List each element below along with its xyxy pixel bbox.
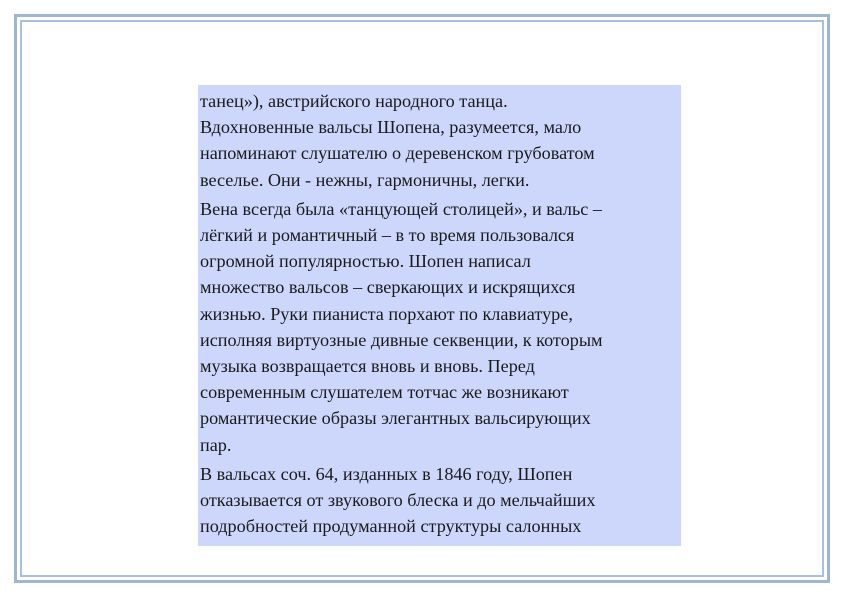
text-line: исполняя виртуозные дивные секвенции, к которым [200,329,603,350]
text-line: лёгкий и романтичный – в то время пользовался [200,225,575,246]
text-line: отказывается от звукового блеска и до мельчайших [200,490,596,511]
text-line: множество вальсов – сверкающих и искрящихся [200,277,576,298]
text-line: веселье. Они - нежны, гармоничны, легки. [200,169,530,190]
paragraph-2 [200,196,681,458]
text-line: огромной популярностью. Шопен написал [200,251,531,272]
text-box [198,85,681,546]
text-line: Вдохновенные вальсы Шопена, разумеется, мало [200,117,582,138]
text-line: жизнью. Руки пианиста порхают по клавиатуре, [200,303,573,324]
text-line: романтические образы элегантных вальсирующих [200,408,591,429]
text-line: напоминают слушателю о деревенском грубоватом [200,143,595,164]
text-line: пар. [200,434,232,455]
text-line: подробностей продуманной структуры салонных [200,516,582,537]
text-line: танец»), австрийского народного танца. [200,91,508,111]
text-line: В вальсах соч. 64, изданных в 1846 году, Шопен [200,463,573,484]
text-line: современным слушателем тотчас же возникают [200,382,569,403]
text-line: музыка возвращается вновь и вновь. Перед [200,356,535,377]
text-line: Вена всегда была «танцующей столицей», и вальс – [200,198,602,219]
paragraph-1 [200,88,681,193]
paragraph-3 [200,461,681,540]
